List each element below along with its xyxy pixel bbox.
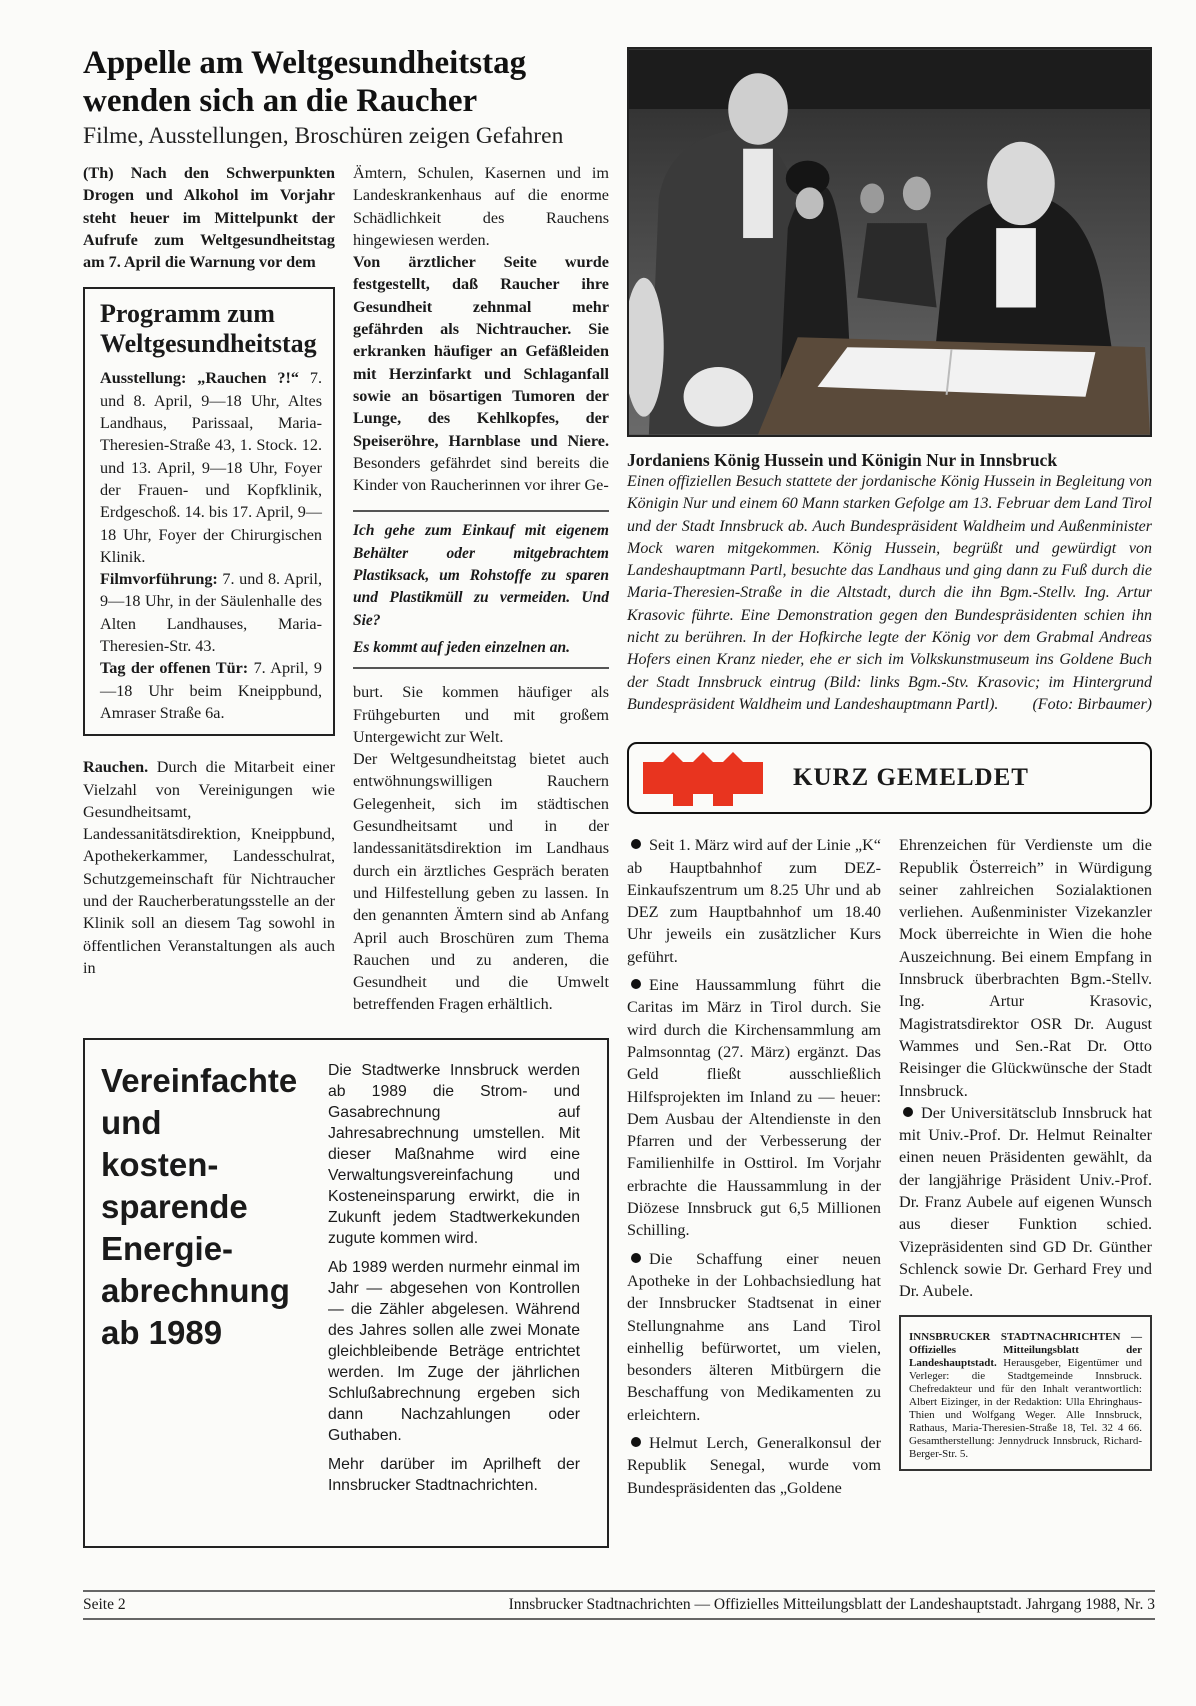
impressum-box — [899, 1315, 1152, 1471]
headline-line: wenden sich an die Raucher — [83, 83, 478, 119]
caption-body — [627, 471, 1152, 716]
body-text: Ämtern, Schulen, Kasernen und im Landeskrankenhaus auf die enorme Schädlichkeit des Rauchens hingewiesen werden. — [353, 164, 609, 249]
news-item-text: Der Universitätsclub Innsbruck hat mit Univ.-Prof. Dr. Helmut Reinalter einen neuen Präsidenten gewählt, da der langjährige Präsident Univ.-Prof. Dr. Franz Aubele auf eigenen Wunsch aus dieser Funktion schied. Vizepräsidenten sind GD Dr. Günther Schlenck sowie Dr. Gerhard Frey und Dr. Aubele. — [899, 1103, 1152, 1301]
kurz-right-column — [899, 834, 1152, 1470]
body-bold-text: Von ärztlicher Seite wurde festgestellt, daß Raucher ihre Gesundheit zehnmal mehr gefährden als Nichtraucher. Sie erkranken häufiger an Gefäßleiden mit Herzinfarkt und Schlaganfall sowie an bösartigen Tumoren der Lunge, des Kehlkopfes, der Speiseröhre, Harnblase und Niere. — [353, 253, 609, 450]
news-item-text: Helmut Lerch, Generalkonsul der Republik Senegal, wurde vom Bundespräsidenten das „Goldene — [627, 1433, 881, 1497]
body-text: Der Weltgesundheitstag bietet auch entwöhnungswilligen Rauchern Gelegenheit, sich im städtischen Gesundheitsamt und in der landessanitätsdirektion im Landhaus durch ein ärztliches Gespräch beraten und Hilfestellung geben zu lassen. In den genannten Ämtern sind ab Anfang April auch Broschüren zum Thema Rauchen und zu anderen, die Gesundheit und die Umwelt betreffenden Fragen erhältlich. — [353, 750, 609, 1014]
title-line: sparende — [101, 1187, 248, 1225]
right-block — [627, 44, 1152, 1505]
entry-text: 7. und 8. April, 9—18 Uhr, in der Säulenhalle des Alten Landhauses, Maria-Theresien-Str. 43. — [100, 570, 322, 656]
title-line: abrechnung — [101, 1271, 290, 1309]
entry-label: Tag der offenen Tür: — [100, 659, 249, 678]
publication-info: Innsbrucker Stadtnachrichten — Offizielles Mitteilungsblatt der Landeshauptstadt. Jahrgang 1988, Nr. 3 — [508, 1596, 1155, 1613]
photo-credit: (Foto: Birbaumer) — [1032, 695, 1152, 713]
program-title — [100, 299, 325, 359]
article-columns — [83, 162, 609, 1016]
news-item — [627, 834, 881, 968]
title-line: und — [101, 1103, 162, 1141]
quote-text: Ich gehe zum Einkauf mit eigenem Behälter oder mitgebrachtem Plastiksack, um Rohstoffe zu sparen und Plastikmüll zu vermeiden. Und Sie? — [353, 522, 609, 629]
bullet-icon — [631, 979, 641, 989]
body-text: Durch die Mitarbeit einer Vielzahl von Vereinigungen wie Gesundheitsamt, Landessanitätsdirektion, Kneippbund, Apothekerkammer, Landesschulrat, Schutzgemeinschaft für Nichtraucher und der Raucherberatungsstelle an der Klinik soll an diesem Tag sowohl in öffentlichen Veranstaltungen als auch in — [83, 758, 335, 977]
photo-image — [629, 49, 1150, 435]
page-content — [83, 44, 1152, 1580]
news-item — [899, 1102, 1152, 1303]
stadtwerke-notice-box — [83, 1038, 609, 1548]
program-title-line: Programm zum — [100, 299, 275, 329]
headline-line: Appelle am Weltgesundheitstag — [83, 45, 527, 81]
city-logo-icon — [643, 748, 765, 808]
divider — [353, 510, 609, 512]
news-item — [627, 974, 881, 1242]
caption-text: Einen offiziellen Besuch stattete der jordanische König Hussein in Begleitung von Königin Nur und einem 60 Mann starken Gefolge am 13. Februar dem Land Tirol und der Stadt Innsbruck ab. Auch Bundespräsident Waldheim und Außenminister Mock waren mitgekommen. König Hussein, begrüßt und gewürdigt von Landeshauptmann Partl, besuchte das Landhaus und ging dann zu Fuß durch die Maria-Theresien-Straße in die Altstadt, durch die ihn Bgm.-Stellv. Ing. Artur Krasovic führte. Eine Demonstration gegen den Bundespräsidenten schien ihn nicht zu berühren. In der Hofkirche legte der König vor dem Grabmal Andreas Hofers einen Kranz nieder, ehe er sich im Volkskunstmuseum ins Goldene Buch der Stadt Innsbruck eintrug (Bild: links Bgm.-Stv. Krasovic; im Hintergrund Bundespräsident Waldheim und Landeshauptmann Partl). — [627, 473, 1152, 713]
photo-caption — [627, 449, 1152, 716]
title-line: ab 1989 — [101, 1313, 223, 1351]
impressum-title: INNSBRUCKER STADTNACHRICHTEN — Offizielles Mitteilungsblatt der Landeshauptstadt. — [909, 1330, 1142, 1369]
kurz-left-column — [627, 834, 881, 1505]
body-text: Besonders gefährdet sind bereits die Kinder von Raucherinnen vor ihrer Ge- — [353, 453, 609, 495]
entry-label: Ausstellung: „Rauchen ?!“ — [100, 369, 299, 388]
program-title-line: Weltgesundheitstag — [100, 329, 317, 359]
notice-paragraph: Die Stadtwerke Innsbruck werden ab 1989 die Strom- und Gasabrechnung auf Jahresabrechnung umstellen. Mit dieser Maßnahme wird eine Verwaltungsvereinfachung und Kosteneinsparung erwirkt, die in Zukunft jedem Stadtwerkekunden zugute kommen wird. — [328, 1061, 580, 1247]
news-item-text: Seit 1. März wird auf der Linie „K“ ab Hauptbahnhof zum DEZ-Einkaufszentrum um 8.25 Uhr und ab DEZ zum Hauptbahnhof um 18.40 Uhr jeweils ein zusätzlicher Kurs geführt. — [627, 836, 881, 966]
program-entry — [100, 657, 322, 724]
news-item — [627, 1248, 881, 1426]
notice-paragraph: Mehr darüber im Aprilheft der Innsbrucker Stadtnachrichten. — [328, 1455, 580, 1494]
article-headline-block — [83, 44, 609, 150]
kurz-columns — [627, 834, 1152, 1505]
news-item-text: Eine Haussammlung führt die Caritas im März in Tirol durch. Sie wird durch die Kirchensammlung am Palmsonntag (27. März) ergänzt. Das Geld fließt ausschließlich Hilfsprojekten im Inland zu — heuer: Dem Ausbau der Altendienste in den Pfarren und der Verbesserung der Familienhilfe in Osttirol. Im Vorjahr erbrachte die Haussammlung in der Diözese Innsbruck gut 6,5 Millionen Schilling. — [627, 976, 881, 1240]
entry-text: 7. und 8. April, 9—18 Uhr, Altes Landhaus, Parissaal, Maria-Theresien-Straße 43, 1. Stock. 12. und 13. April, 9—18 Uhr, Foyer der Frauen- und Kopfklinik, Erdgeschoß. 14. bis 17. April, 9—18 Uhr, Foyer der Chirurgischen Klinik. — [100, 369, 322, 566]
program-entry — [100, 367, 322, 568]
impressum-text: Herausgeber, Eigentümer und Verleger: die Stadtgemeinde Innsbruck. Chefredakteur und für den Inhalt verantwortlich: Albert Eizinger, in der Redaktion: Ulla Ehringhaus-Thien und Wolfgang Weger. Alle Innsbruck, Rathaus, Maria-Theresien-Straße 18, Tel. 32 4 66. Gesamtherstellung: Jennydruck Innsbruck, Richard-Berger-Str. 5. — [909, 1356, 1142, 1460]
notice-paragraph: Ab 1989 werden nurmehr einmal im Jahr — abgesehen von Kontrollen — die Zähler abgelesen. Während des Jahres sollen alle zwei Monate gleichbleibende Beträge entrichtet werden. Im Zuge der jährlichen Schlußabrechnung ergeben sich dann Nachzahlungen oder Guthaben. — [328, 1258, 580, 1444]
bullet-icon — [631, 1253, 641, 1263]
divider — [353, 667, 609, 669]
kurz-gemeldet-header — [627, 742, 1152, 814]
news-item-continuation: Ehrenzeichen für Verdienste um die Republik Österreich” in Würdigung seiner zahlreichen Sozialaktionen verliehen. Außenminister Vizekanzler Mock überreichte in Wien die hohe Auszeichnung. Bei einem Empfang in Innsbruck überbrachten Bgm.-Stellv. Ing. Artur Krasovic, Magistratsdirektor OSR Dr. August Wammes und Sen.-Rat Dr. Otto Reisinger die Glückwünsche der Stadt Innsbruck. — [899, 836, 1152, 1100]
article-left-column — [83, 162, 335, 979]
article-middle-column — [353, 162, 609, 1016]
section-lead: Rauchen. — [83, 758, 149, 777]
headline — [83, 44, 609, 120]
section-title: KURZ GEMELDET — [793, 764, 1029, 792]
subheadline: Filme, Ausstellungen, Broschüren zeigen Gefahren — [83, 123, 564, 149]
title-line: kosten- — [101, 1145, 219, 1183]
intro-text: (Th) Nach den Schwerpunkten Drogen und Alkohol im Vorjahr steht heuer im Mittelpunkt der Aufrufe zum Weltgesundheitstag am 7. April die Warnung vor dem — [83, 164, 335, 272]
news-photo — [627, 47, 1152, 437]
news-item-text: Die Schaffung einer neuen Apotheke in der Lohbachsiedlung hat der Innsbrucker Stadtsenat in einer Stellungnahme ans Land Tirol einhellig befürwortet, um vielen, besonders älteren Mitbürgern die Beschaffung von Medikamenten zu erleichtern. — [627, 1249, 881, 1424]
bullet-icon — [631, 1437, 641, 1447]
caption-title: Jordaniens König Hussein und Königin Nur in Innsbruck — [627, 450, 1058, 470]
quote-text: Es kommt auf jeden einzelnen an. — [353, 638, 571, 656]
left-block — [83, 44, 609, 1548]
body-text: burt. Sie kommen häufiger als Frühgeburten und mit großem Untergewicht zur Welt. — [353, 683, 609, 746]
bullet-icon — [631, 839, 641, 849]
program-entry — [100, 568, 322, 657]
bullet-icon — [903, 1107, 913, 1117]
notice-body — [328, 1060, 580, 1504]
program-entries — [100, 367, 322, 724]
entry-text: 7. April, 9—18 Uhr beim Kneippbund, Amraser Straße 6a. — [100, 659, 322, 722]
program-box — [83, 287, 335, 736]
title-line: Energie- — [101, 1229, 234, 1267]
news-item — [627, 1432, 881, 1499]
entry-label: Filmvorführung: — [100, 570, 218, 589]
page-footer — [83, 1590, 1155, 1620]
page-number: Seite 2 — [83, 1596, 126, 1613]
notice-title — [101, 1060, 316, 1354]
title-line: Vereinfachte — [101, 1061, 298, 1099]
